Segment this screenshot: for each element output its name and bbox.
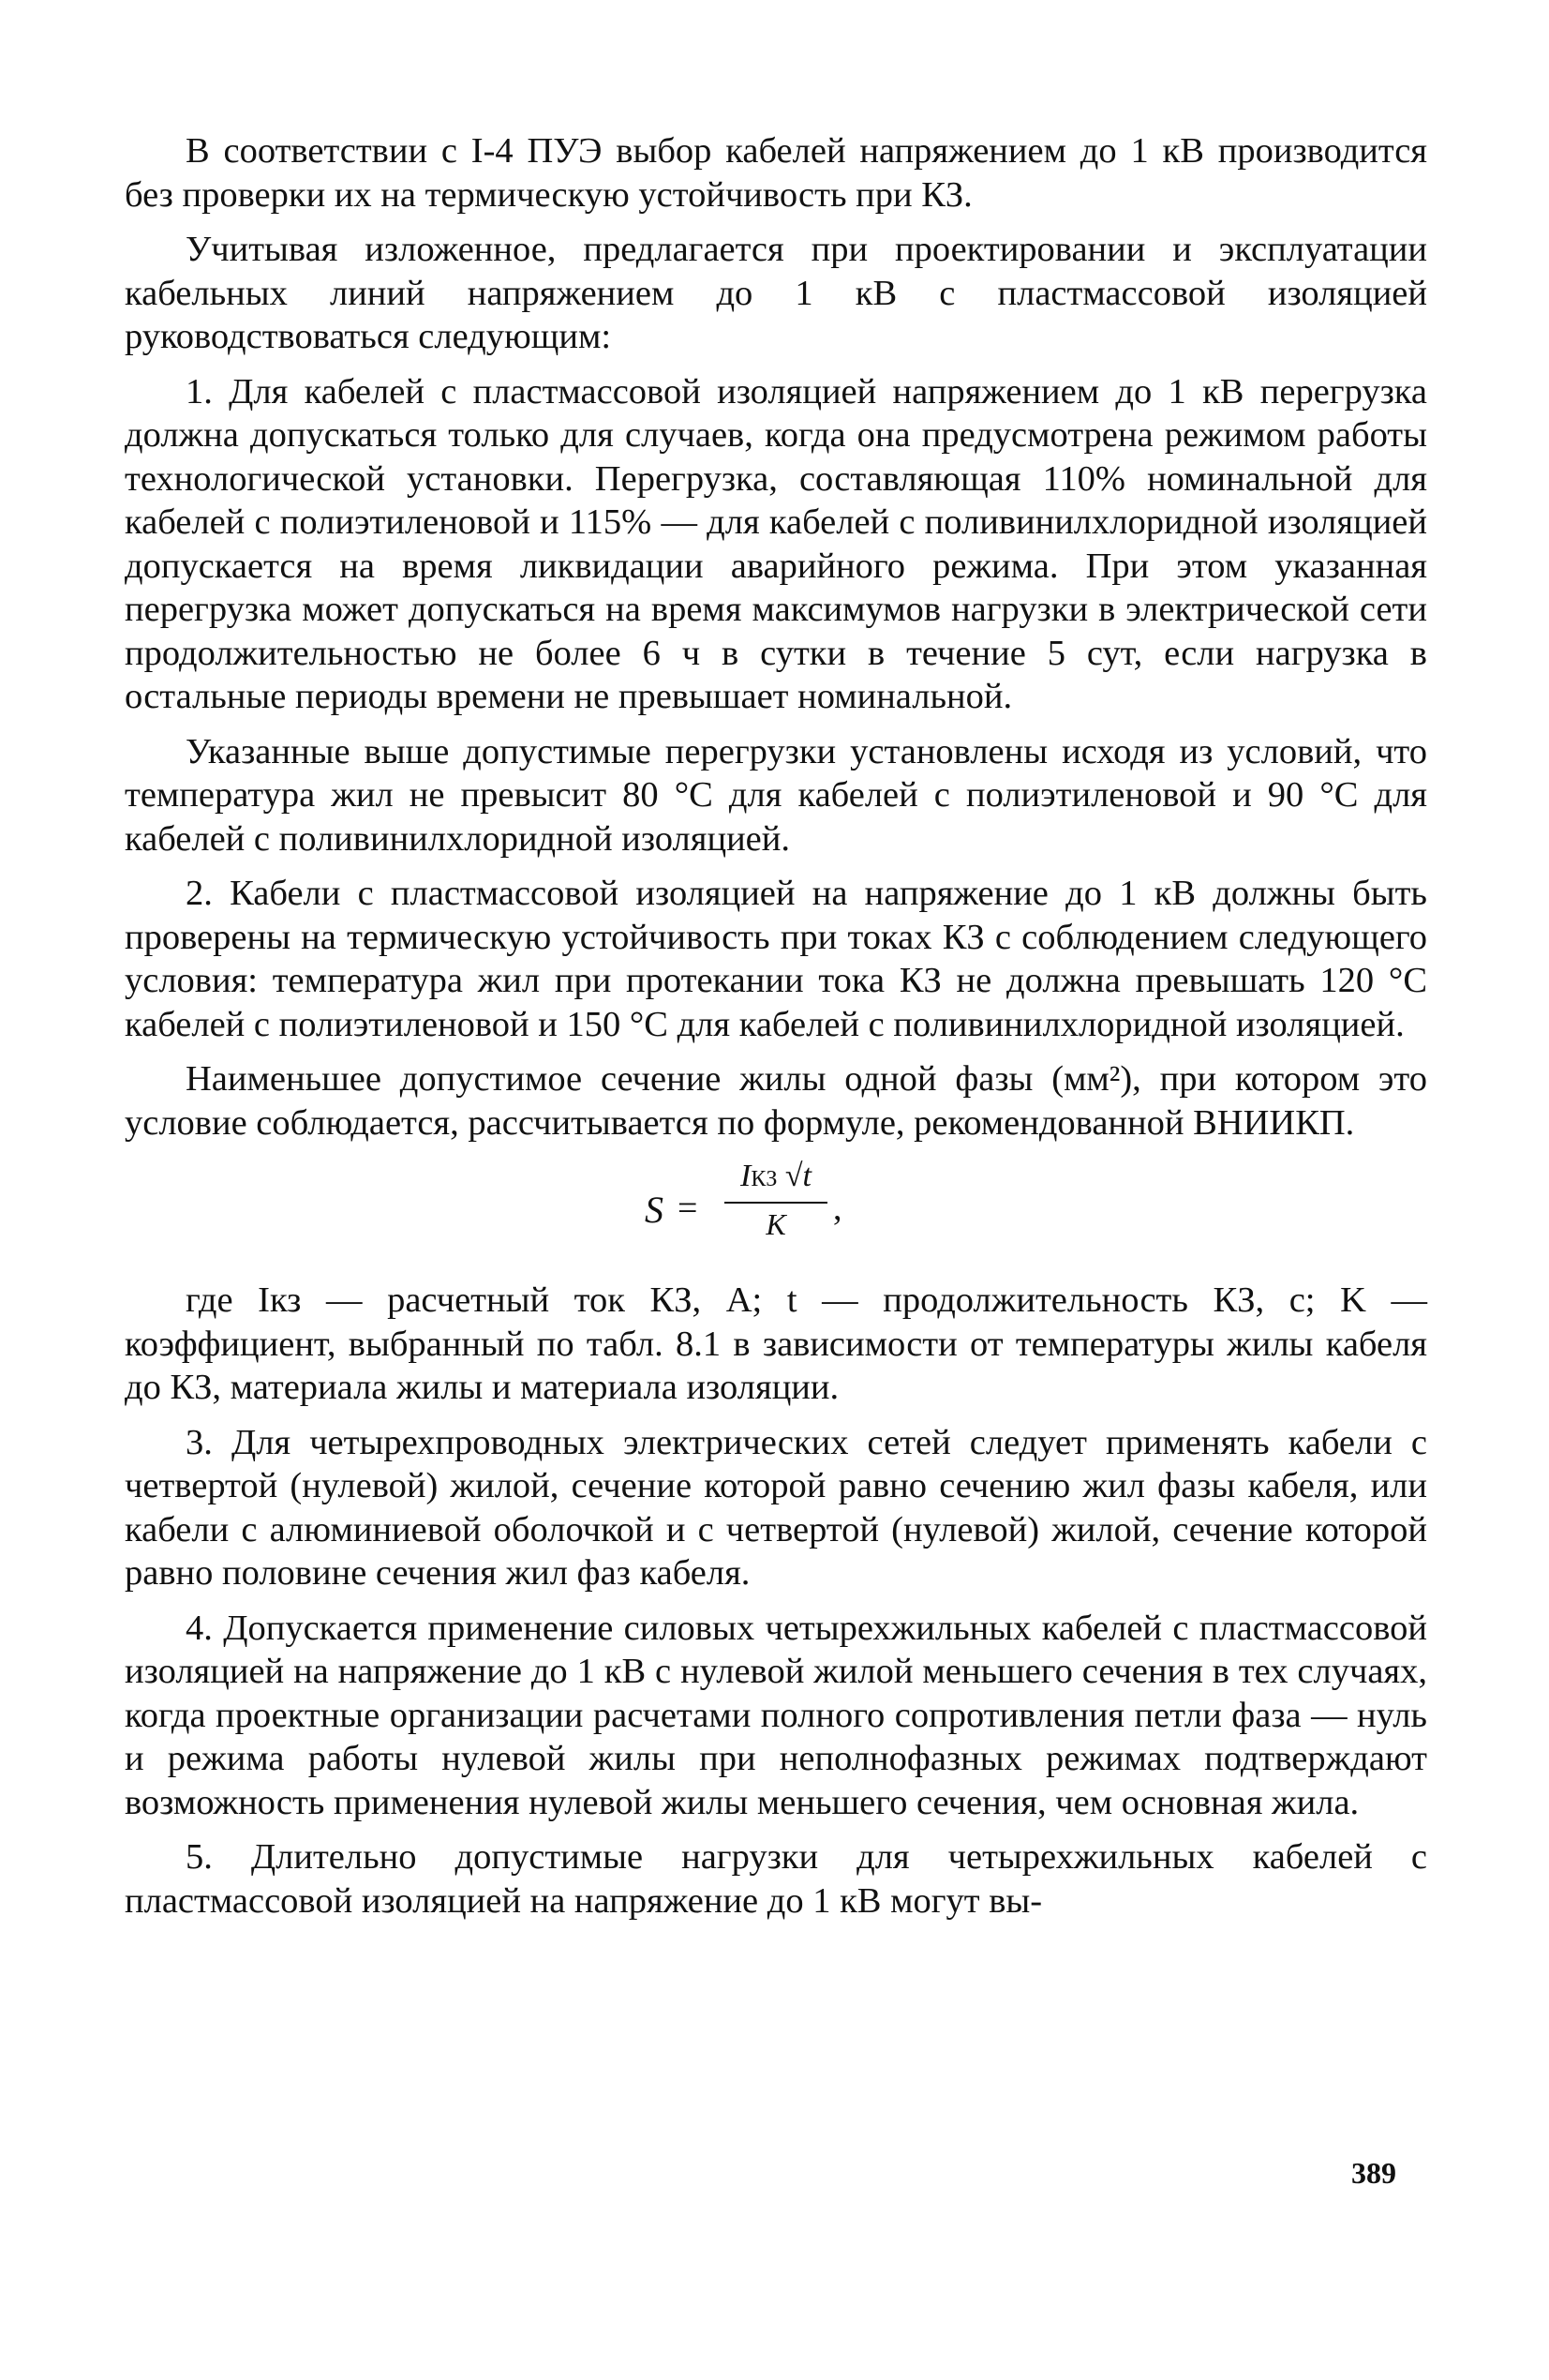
formula-fraction: [724, 1156, 827, 1241]
paragraph-5: 2. Кабели с пластмассовой изоляцией на напряжение до 1 кВ должны быть проверены на термическую устойчивость при токах КЗ с соблюдением следующего условия: температура жил при протекании тока КЗ не должна превышать 120 °С кабелей с полиэтиленовой и 150 °С для кабелей с поливинилхлоридной изоляцией.: [125, 874, 1427, 1044]
paragraph-7: где Iкз — расчетный ток КЗ, А; t — продолжительность КЗ, с; K — коэффициент, выбранный по табл. 8.1 в зависимости от температуры жилы кабеля до КЗ, материала жилы и материала изоляции.: [125, 1280, 1427, 1407]
page-number: 389: [1351, 2156, 1396, 2190]
document-page: [125, 129, 1427, 1934]
formula-root: √t: [784, 1159, 812, 1193]
formula-denominator: K: [766, 1207, 786, 1241]
formula-fraction-bar: [724, 1202, 827, 1204]
paragraph-8: 3. Для четырехпроводных электрических сетей следует применять кабели с четвертой (нулевой) жилой, сечение которой равно сечению жил фазы кабеля, или кабели с алюминиевой оболочкой и с четвертой (нулевой) жилой, сечение которой равно половине сечения жил фаз кабеля.: [125, 1422, 1427, 1593]
paragraph-1: В соответствии с I-4 ПУЭ выбор кабелей напряжением до 1 кВ производится без проверки их на термическую устойчивость при КЗ.: [125, 131, 1427, 215]
formula-current-sub: КЗ: [751, 1167, 778, 1191]
formula-equals: =: [678, 1189, 698, 1228]
cross-section-formula: [125, 1156, 1427, 1273]
paragraph-10: 5. Длительно допустимые нагрузки для четырехжильных кабелей с пластмассовой изоляцией на напряжение до 1 кВ могут вы-: [125, 1837, 1427, 1921]
paragraph-2: Учитывая изложенное, предлагается при проектировании и эксплуатации кабельных линий напряжением до 1 кВ с пластмассовой изоляцией руководствоваться следующим:: [125, 230, 1427, 356]
formula-numerator: [724, 1156, 827, 1200]
paragraph-4: Указанные выше допустимые перегрузки установлены исходя из условий, что температура жил не превысит 80 °С для кабелей с полиэтиленовой и 90 °С для кабелей с поливинилхлоридной изоляцией.: [125, 731, 1427, 859]
formula-current-var: I: [740, 1159, 752, 1193]
formula-lhs: S: [645, 1189, 663, 1231]
formula-comma: ,: [833, 1189, 842, 1228]
paragraph-3: 1. Для кабелей с пластмассовой изоляцией напряжением до 1 кВ перегрузка должна допускаться только для случаев, когда она предусмотрена режимом работы технологической установки. Перегрузка, составляющая 110% номинальной для кабелей с полиэтиленовой и 115% — для кабелей с поливинилхлоридной изоляцией допускается на время ликвидации аварийного режима. При этом указанная перегрузка может допускаться на время максимумов нагрузки в электрической сети продолжительностью не более 6 ч в сутки в течение 5 сут, если нагрузка в остальные периоды времени не превышает номинальной.: [125, 371, 1427, 716]
paragraph-9: 4. Допускается применение силовых четырехжильных кабелей с пластмассовой изоляцией на напряжение до 1 кВ с нулевой жилой меньшего сечения в тех случаях, когда проектные организации расчетами полного сопротивления петли фаза — нуль и режима работы нулевой жилы при неполнофазных режимах подтверждают возможность применения нулевой жилы меньшего сечения, чем основная жила.: [125, 1608, 1427, 1822]
paragraph-6: Наименьшее допустимое сечение жилы одной фазы (мм²), при котором это условие соблюдается, рассчитывается по формуле, рекомендованной ВНИИКП.: [125, 1059, 1427, 1143]
